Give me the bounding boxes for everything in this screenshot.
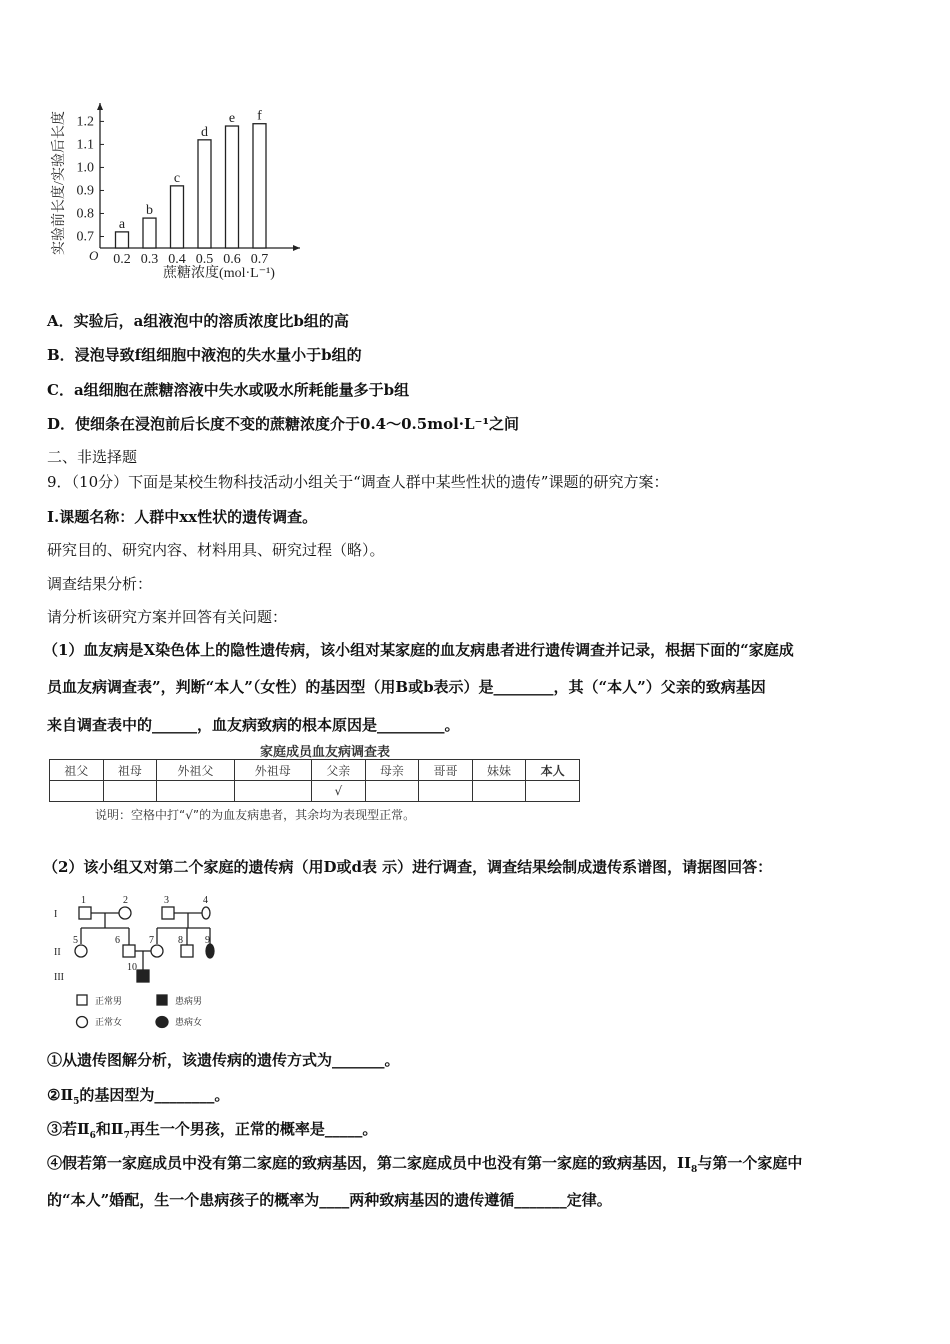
y-tick-label: 0.8 [76,206,94,222]
table-cell [472,781,526,802]
section-heading: 二、非选择题 [47,448,138,466]
individual-7 [151,945,163,957]
part1-line2: 员血友病调查表”，判断“本人”（女性）的基因型（用B或b表示）是________，其（“本人”）父亲的致病基因 [47,678,766,696]
table-cell [103,781,157,802]
subquestion-1: ①从遗传图解分析，该遗传病的遗传方式为_______。 [47,1051,400,1069]
bar-label: c [173,170,181,186]
individual-1 [79,907,91,919]
subquestion-2-text: 的基因型为________。 [79,1086,230,1104]
subquestion-4-text: 与第一个家庭中 [697,1154,803,1172]
individual-2 [119,907,131,919]
table-header: 外祖母 [234,760,311,781]
part1-line1: （1）血友病是X染色体上的隐性遗传病，该小组对某家庭的血友病患者进行遗传调查并记录，根据下面的“家庭成 [43,641,794,659]
generation-label: III [54,972,64,983]
individual-8 [181,945,193,957]
option-c: C．a组细胞在蔗糖溶液中失水或吸水所耗能量多于b组 [47,381,410,399]
bar-label: d [201,124,208,140]
chart-ylabel: 实验前长度/实验后长度 [52,111,67,255]
legend-label: 正常女 [95,1017,123,1027]
result-analysis: 调查结果分析： [47,575,153,593]
table-header: 祖父 [50,760,104,781]
individual-label: 1 [81,895,86,906]
bar-label: f [257,108,262,124]
x-tick-label: 0.4 [168,252,186,267]
bar [253,124,266,248]
individual-10 [137,970,149,982]
legend-affected-male-icon [157,995,167,1005]
individual-9 [206,944,214,958]
option-a: A．实验后，a组液泡中的溶质浓度比b组的高 [47,312,349,330]
table-cell [526,781,580,802]
table-cell [50,781,104,802]
x-tick-label: 0.3 [140,252,159,267]
legend-label: 患病女 [175,1017,203,1027]
x-tick-label: 0.5 [195,252,214,267]
subquestion-2-text: ②Ⅱ [47,1086,74,1104]
individual-4 [202,907,210,919]
subscript: 5 [73,1097,80,1107]
individual-label: 9 [205,935,210,946]
question-9-intro: 9．（10分）下面是某校生物科技活动小组关于“调查人群中某些性状的遗传”课题的研究方案： [47,473,669,491]
generation-label: I [54,909,58,920]
x-axis-arrow-icon [293,245,300,251]
subquestion-4-line2: 的“本人”婚配，生一个患病孩子的概率为____两种致病基因的遗传遵循_______定律。 [47,1191,612,1209]
table-cell [234,781,311,802]
table-cell [419,781,473,802]
subquestion-4-text: ④假若第一家庭成员中没有第二家庭的致病基因，第二家庭成员中也没有第一家庭的致病基因，II [47,1154,692,1172]
individual-label: 2 [123,895,128,906]
generation-label: II [54,947,61,958]
individual-label: 4 [203,895,208,906]
legend-normal-female-icon [77,1017,88,1028]
subscript: 6 [89,1131,96,1141]
x-tick-label: 0.6 [223,252,241,267]
individual-3 [162,907,174,919]
subscript: 8 [691,1165,698,1175]
subquestion-3-text: ③若Ⅱ [47,1120,90,1138]
subquestion-3-text: 再生一个男孩，正常的概率是_____。 [129,1120,378,1138]
legend-label: 患病男 [175,996,203,1006]
individual-label: 7 [149,935,154,946]
bar-label: a [118,216,126,232]
table-header: 哥哥 [419,760,473,781]
x-tick-label: 0.7 [250,252,269,267]
table-header-row [50,760,580,781]
table-note: 说明：空格中打“√”的为血友病患者，其余均为表现型正常。 [95,808,416,822]
table-header: 妹妹 [472,760,526,781]
legend-label: 正常男 [95,996,123,1006]
chart-xlabel: 蔗糖浓度(mol·L⁻¹) [163,266,275,281]
bar [198,140,211,248]
bar [143,218,156,248]
y-tick-label: 1.2 [76,114,94,130]
part1-line3: 来自调查表中的______，血友病致病的根本原因是_________。 [47,716,460,734]
table-title: 家庭成员血友病调查表 [260,745,391,760]
y-axis-arrow-icon [97,103,103,110]
subquestion-3-text: 和Ⅱ [95,1120,124,1138]
individual-label: 8 [178,935,183,946]
y-tick-label: 1.0 [76,160,94,176]
table-header: 母亲 [365,760,419,781]
individual-label: 10 [127,962,137,973]
table-header: 外祖父 [157,760,234,781]
individual-label: 5 [73,935,78,946]
legend-normal-male-icon [77,995,87,1005]
y-tick-label: 0.7 [76,229,94,245]
y-tick-label: 1.1 [76,137,94,153]
topic-title: I.课题名称：人群中xx性状的遗传调查。 [47,508,318,526]
answer-prompt: 请分析该研究方案并回答有关问题： [47,608,288,626]
research-purpose: 研究目的、研究内容、材料用具、研究过程（略）。 [47,541,385,559]
legend-affected-female-icon [156,1017,168,1028]
table-header: 父亲 [311,760,365,781]
individual-5 [75,945,87,957]
table-cell [365,781,419,802]
option-b: B．浸泡导致f组细胞中液泡的失水量小于b组的 [47,346,362,364]
subscript: 7 [123,1131,130,1141]
individual-6 [123,945,135,957]
individual-label: 6 [115,935,120,946]
x-tick-label: 0.2 [113,252,131,267]
subquestion-2 [47,1085,229,1112]
bar [226,126,239,248]
bar-label: b [146,203,153,219]
chart-origin: O [89,248,99,263]
y-tick-label: 0.9 [76,183,94,199]
individual-label: 3 [164,895,169,906]
subquestion-3 [47,1119,377,1146]
family-table [49,759,580,802]
table-header: 本人 [526,760,580,781]
option-d: D．使细条在浸泡前后长度不变的蔗糖浓度介于0.4～0.5mol·L⁻¹之间 [47,415,520,433]
part2-intro: （2）该小组又对第二个家庭的遗传病（用D或d表 示）进行调查，调查结果绘制成遗传系谱图，请据图回答： [43,858,773,876]
bar-label: e [228,111,236,127]
table-header: 祖母 [103,760,157,781]
bar [116,232,129,248]
table-cell [157,781,234,802]
pedigree-chart [45,888,275,1036]
bar [171,186,184,248]
subquestion-4 [47,1153,802,1180]
table-row [50,781,580,802]
table-cell: √ [311,781,365,802]
bar-chart [45,95,315,290]
